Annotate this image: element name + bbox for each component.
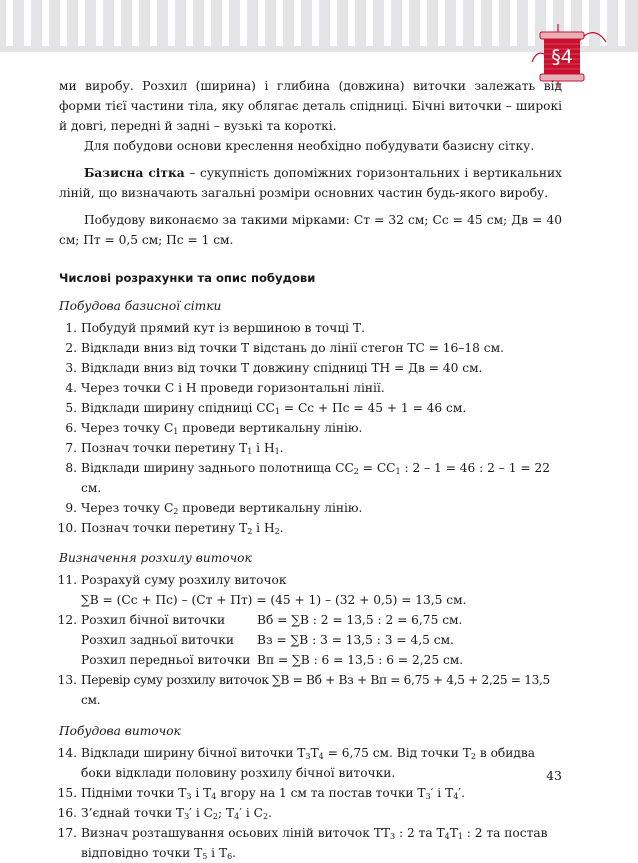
formula-label: Розхил задньої виточки (81, 633, 234, 647)
step-number: 17. (57, 826, 77, 840)
formula-row (81, 630, 562, 650)
step-item (59, 458, 562, 498)
step-text: Перевір суму розхилу виточок ∑В = Вб + Вз + Вп = 6,75 + 4,5 + 2,25 = 13,5 см. (81, 673, 550, 707)
step-text: Визнач розташування осьових ліній виточок $ТТ_3$ : 2 та $Т_4Т_1$ : 2 та постав відповідно точки $Т_5$ і $Т_6$. (81, 826, 548, 861)
formula-value: Вз = ∑В : 3 = 13,5 : 3 = 4,5 см. (257, 633, 454, 647)
step-text: Відклади ширину бічної виточки $Т_3Т_4 = 6,75$ см. Від точки $Т_2$ в обидва боки відклади половину розхилу бічної виточки. (81, 746, 536, 780)
step-item (59, 338, 562, 358)
step-number: 13. (57, 673, 77, 687)
step-item (59, 823, 562, 863)
step-text: Через точку $С_1$ проведи вертикальну лінію. (81, 421, 363, 436)
formula-value: Вб = ∑В : 2 = 13,5 : 2 = 6,75 см. (257, 613, 463, 627)
definition-term: Базисна сітка (84, 166, 185, 180)
step-number: 16. (57, 806, 77, 820)
step-item (59, 418, 562, 438)
step-text: Підніми точки $Т_3$ і $Т_4$ вгору на 1 см та постав точки $Т_3'$ і $Т_4'$. (81, 786, 465, 801)
step-number: 1. (65, 321, 77, 335)
formula-line (59, 590, 562, 610)
step-item (59, 318, 562, 338)
step-text: Розрахуй суму розхилу виточок (81, 573, 287, 587)
formula-label: Розхил бічної виточки (81, 613, 226, 627)
intro-paragraph-2: Для побудови основи креслення необхідно побудувати базисну сітку. (84, 139, 535, 153)
step-number: 2. (65, 341, 77, 355)
step-item (59, 743, 562, 783)
step-text: Відклади вниз від точки Т довжину спідниці ТН = Дв = 40 см. (81, 361, 483, 375)
page-number: 43 (546, 768, 562, 783)
step-number: 8. (65, 461, 77, 475)
step-item (59, 398, 562, 418)
step-text: Відклади вниз від точки Т відстань до лінії стегон ТС = 16–18 см. (81, 341, 504, 355)
step-number: 9. (65, 501, 77, 515)
section-heading: Числові розрахунки та опис побудови (59, 271, 316, 285)
formula-value: Вп = ∑В : 6 = 13,5 : 6 = 2,25 см. (257, 653, 464, 667)
step-number: 10. (57, 521, 77, 535)
formula-row (81, 650, 562, 670)
step-number: 4. (65, 381, 77, 395)
step-number: 3. (65, 361, 77, 375)
intro-paragraph-1: ми виробу. Розхил (ширина) і глибина (довжина) виточки залежать від форми тієї частини тіла, яку облягає деталь спідниці. Бічні виточки – широкі й довгі, передні й задні – вузькі та короткі. (59, 79, 562, 133)
step-number: 12. (57, 613, 77, 627)
step-number: 7. (65, 441, 77, 455)
darts-steps (59, 570, 562, 710)
step-number: 14. (57, 746, 77, 760)
measurements-paragraph: Побудову виконаємо за такими мірками: Ст = 32 см; Сс = 45 см; Дв = 40 см; Пт = 0,5 см; Пс = 1 см. (59, 213, 562, 247)
step-number: 6. (65, 421, 77, 435)
page-content (59, 76, 562, 863)
step-item (59, 438, 562, 458)
badge-label: §4 (551, 46, 573, 68)
step-item (59, 378, 562, 398)
step-text: Познач точки перетину $Т_1$ і $Н_1$. (81, 441, 284, 456)
build-steps (59, 743, 562, 863)
sum-formula: ∑В = (Сс + Пс) – (Ст + Пт) = (45 + 1) – (32 + 0,5) = 13,5 см. (81, 593, 467, 607)
formula-label: Розхил передньої виточки (81, 653, 251, 667)
step-text: Через точку $С_2$ проведи вертикальну лінію. (81, 501, 363, 516)
step-text: Познач точки перетину $Т_2$ і $Н_2$. (81, 521, 284, 536)
step-text: З’єднай точки $Т_3'$ і $С_2$; $Т_4'$ і $С_2$. (81, 806, 272, 821)
step-number: 11. (57, 573, 77, 587)
definition-paragraph (59, 163, 562, 203)
darts-subheading: Визначення розхилу виточок (59, 551, 252, 565)
step-item (59, 610, 562, 670)
grid-steps (59, 318, 562, 538)
step-item (59, 803, 562, 823)
definition-text: – сукупність допоміжних горизонтальних і вертикальних ліній, що визначають загальні розміри основних частин будь-якого виробу. (59, 166, 562, 200)
step-number: 15. (57, 786, 77, 800)
step-text: Відклади ширину спідниці $СС_1$ = Сс + Пс = 45 + 1 = 46 см. (81, 401, 467, 416)
step-text: Відклади ширину заднього полотнища $СС_2 = СС_1$ : 2 – 1 = 46 : 2 – 1 = 22 см. (81, 461, 550, 495)
build-subheading: Побудова виточок (59, 724, 181, 738)
step-number: 5. (65, 401, 77, 415)
formula-row (81, 610, 562, 630)
grid-subheading: Побудова базисної сітки (59, 299, 222, 313)
step-item (59, 518, 562, 538)
step-text: Побудуй прямий кут із вершиною в точці Т. (81, 321, 365, 335)
step-item (59, 498, 562, 518)
step-item (59, 783, 562, 803)
step-item (59, 570, 562, 590)
step-item (59, 358, 562, 378)
step-item (59, 670, 562, 710)
step-text: Через точки С і Н проведи горизонтальні лінії. (81, 381, 385, 395)
